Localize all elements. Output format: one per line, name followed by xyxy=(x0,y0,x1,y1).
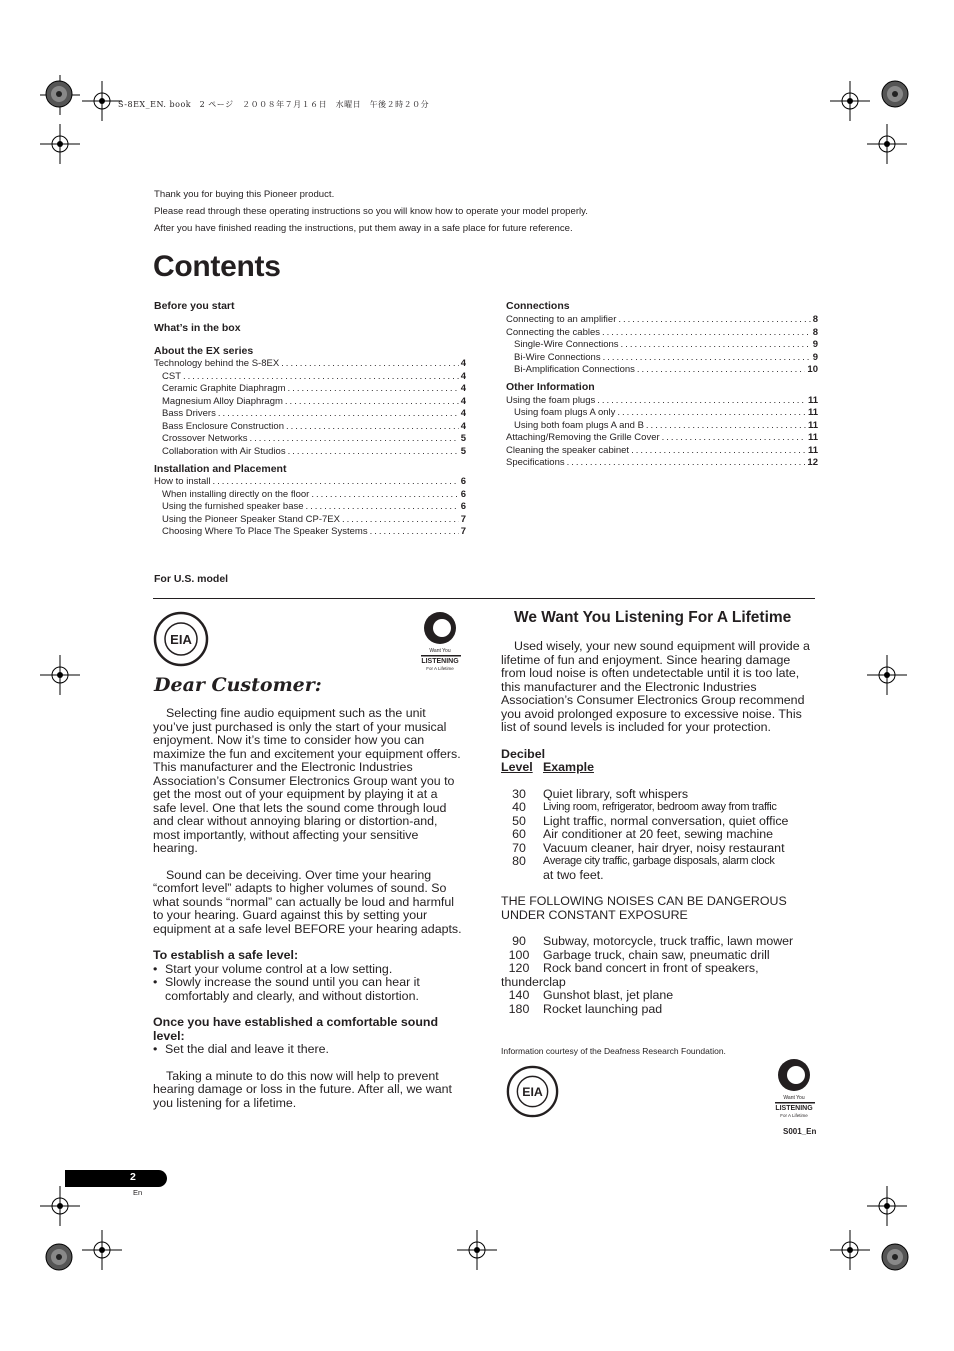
eia-logo-icon xyxy=(153,611,209,667)
right-column xyxy=(501,640,811,1016)
toc-page-number: 8 xyxy=(812,314,818,325)
toc-leader-dots xyxy=(213,476,459,487)
svg-text:LISTENING: LISTENING xyxy=(421,658,459,665)
toc-page-number: 5 xyxy=(460,433,466,444)
decibel-example: Vacuum cleaner, hair dryer, noisy restaurant xyxy=(543,840,785,855)
registration-mark-icon xyxy=(457,1230,497,1270)
toc-entry[interactable] xyxy=(506,445,818,458)
toc-heading[interactable]: Connections xyxy=(506,300,570,312)
decibel-level: 100 xyxy=(508,947,530,962)
registration-mark-icon xyxy=(830,1230,870,1270)
toc-page-number: 4 xyxy=(460,408,466,419)
toc-entry[interactable] xyxy=(154,446,466,459)
toc-entry-title: Bi-Amplification Connections xyxy=(514,364,635,375)
toc-entry[interactable] xyxy=(506,327,818,340)
toc-page-number: 4 xyxy=(460,370,466,382)
toc-entry-title: Connecting to an amplifier xyxy=(506,314,617,325)
toc-entry[interactable] xyxy=(154,358,466,371)
level-column-header: Level xyxy=(501,760,533,774)
listening-logo-icon xyxy=(418,611,463,673)
decibel-example: Air conditioner at 20 feet, sewing machine xyxy=(543,827,774,841)
toc-entry[interactable] xyxy=(154,433,466,446)
decibel-example-continued: thunderclap xyxy=(501,974,566,989)
toc-leader-dots xyxy=(250,433,459,444)
page-tab xyxy=(65,1170,167,1187)
toc-page-number: 6 xyxy=(460,476,466,487)
decibel-level: 140 xyxy=(508,988,530,1002)
registration-mark-icon xyxy=(830,81,870,121)
toc-page-number: 11 xyxy=(807,419,818,431)
decibel-example: Subway, motorcycle, truck traffic, lawn mower xyxy=(543,934,794,948)
decibel-row xyxy=(501,935,811,949)
decibel-row xyxy=(501,842,811,856)
toc-leader-dots xyxy=(286,421,459,432)
svg-text:LISTENING: LISTENING xyxy=(775,1105,813,1112)
toc-leader-dots xyxy=(218,408,459,419)
document-code: S001_En xyxy=(783,1127,817,1136)
decibel-example: Rocket launching pad xyxy=(543,1001,663,1016)
file-header: S-8EX_EN. book 2 ページ ２００８年７月１６日 水曜日 午後２時２０分 xyxy=(118,100,430,109)
decibel-level: 180 xyxy=(508,1001,530,1016)
bullet-item: • Start your volume control at a low setting. xyxy=(153,961,393,976)
toc-leader-dots xyxy=(646,420,806,431)
decibel-example: Rock band concert in front of speakers, xyxy=(543,961,759,975)
toc-page-number: 7 xyxy=(460,513,466,525)
toc-entry-title: Using the foam plugs xyxy=(506,394,596,406)
toc-page-number: 4 xyxy=(460,383,466,394)
decibel-row xyxy=(501,949,811,963)
toc-entry[interactable] xyxy=(506,352,818,365)
toc-page-number: 11 xyxy=(807,394,818,406)
decibel-row xyxy=(501,962,811,976)
toc-leader-dots xyxy=(370,526,459,537)
registration-mark-icon xyxy=(82,81,122,121)
toc-page-number: 5 xyxy=(460,445,466,457)
toc-entry-title: When installing directly on the floor xyxy=(162,488,310,500)
toc-entry-title: Using the furnished speaker base xyxy=(162,501,304,512)
toc-heading[interactable]: About the EX series xyxy=(154,345,254,357)
decibel-row xyxy=(501,828,811,842)
registration-mark-icon xyxy=(867,1186,907,1226)
toc-leader-dots xyxy=(637,364,806,375)
decibel-label: Decibel xyxy=(501,746,546,761)
toc-entry-title: CST xyxy=(162,370,181,382)
toc-entry-title: Connecting the cables xyxy=(506,326,601,338)
registration-mark-icon xyxy=(40,124,80,164)
toc-entry-title: Magnesium Alloy Diaphragm xyxy=(162,395,283,407)
decibel-example-continued: at two feet. xyxy=(543,867,604,882)
toc-leader-dots xyxy=(618,314,810,325)
comfortable-heading: Once you have established a comfortable sound level: xyxy=(153,1015,439,1043)
toc-entry-title: Using the Pioneer Speaker Stand CP-7EX xyxy=(162,513,340,525)
color-wheel-icon xyxy=(44,79,74,109)
decibel-level: 30 xyxy=(512,786,526,801)
toc-page-number: 9 xyxy=(812,339,818,350)
toc-page-number: 12 xyxy=(807,457,818,468)
example-column-header: Example xyxy=(543,760,594,774)
toc-leader-dots xyxy=(288,446,459,457)
toc-entry[interactable] xyxy=(506,364,818,377)
decibel-row xyxy=(501,1003,811,1017)
svg-text:Want You: Want You xyxy=(783,1095,805,1101)
registration-mark-icon xyxy=(867,124,907,164)
toc-entry-title: Using both foam plugs A and B xyxy=(514,419,644,431)
toc-entry-title: Using foam plugs A only xyxy=(514,407,616,418)
eia-logo-icon xyxy=(506,1065,559,1118)
decibel-row xyxy=(501,788,811,802)
toc-entry-title: Cleaning the speaker cabinet xyxy=(506,444,630,456)
left-column xyxy=(153,707,463,1110)
toc-heading[interactable]: What’s in the box xyxy=(154,322,241,334)
toc-entry[interactable] xyxy=(154,489,466,502)
toc-entry[interactable] xyxy=(506,407,818,420)
toc-entry-title: Bass Drivers xyxy=(162,408,216,419)
toc-entry[interactable] xyxy=(154,501,466,514)
toc-entry[interactable] xyxy=(154,514,466,527)
toc-heading[interactable]: Other Information xyxy=(506,380,595,393)
decibel-example: Gunshot blast, jet plane xyxy=(543,988,674,1002)
toc-entry[interactable] xyxy=(506,457,818,470)
toc-entry-title: Technology behind the S-8EX xyxy=(154,358,280,369)
decibel-example: Average city traffic, garbage disposals, alarm clock xyxy=(543,855,775,867)
toc-entry[interactable] xyxy=(154,526,466,539)
svg-text:Want You: Want You xyxy=(429,648,451,654)
toc-entry-title: Bi-Wire Connections xyxy=(514,351,601,363)
toc-entry-title: Single-Wire Connections xyxy=(514,339,619,350)
toc-leader-dots xyxy=(306,501,459,512)
toc-page-number: 11 xyxy=(807,432,818,443)
toc-entry[interactable] xyxy=(154,396,466,409)
toc-page-number: 4 xyxy=(460,358,466,369)
decibel-level: 70 xyxy=(512,840,526,855)
toc-leader-dots xyxy=(288,383,459,394)
toc-page-number: 10 xyxy=(807,364,818,375)
toc-page-number: 11 xyxy=(807,407,818,418)
toc-leader-dots xyxy=(183,371,459,382)
toc-entry[interactable] xyxy=(506,420,818,433)
toc-page-number: 6 xyxy=(460,501,466,512)
toc-heading[interactable]: Before you start xyxy=(154,300,235,312)
toc-page-number: 4 xyxy=(460,395,466,407)
paragraph: Sound can be deceiving. Over time your hearing “comfort level” adapts to higher volumes of sound. So what sounds “normal” can actually be loud and harmful to your hearing. Guard against this by setting your equipment at a safe level BEFORE your hearing adapts. xyxy=(153,867,462,936)
toc-page-number: 11 xyxy=(807,444,818,456)
toc-entry-title: Ceramic Graphite Diaphragm xyxy=(162,383,286,394)
svg-text:For A Lifetime: For A Lifetime xyxy=(780,1113,808,1118)
toc-page-number: 8 xyxy=(812,326,818,338)
decibel-level: 80 xyxy=(512,854,526,868)
decibel-level: 60 xyxy=(512,827,526,841)
bullet-item: • Set the dial and leave it there. xyxy=(153,1042,329,1056)
toc-heading[interactable]: Installation and Placement xyxy=(154,463,287,475)
intro-line: After you have finished reading the instructions, put them away in a safe place for future reference. xyxy=(154,223,573,234)
toc-page-number: 7 xyxy=(460,526,466,537)
toc-entry-title: Collaboration with Air Studios xyxy=(162,445,286,457)
paragraph: Selecting fine audio equipment such as the unit you’ve just purchased is only the start of your musical enjoyment. Now it’s time to consider how you can maximize the fun and excitement your equipment offers. This manufacturer and the Electronic Industries Association’s Consumer Electronics Group want you to get the most out of your equipment by playing it at a safe level. One that lets the sound come through loud and clear without annoying blaring or distortion-and, most importantly, without affecting your sensitive hearing. xyxy=(153,706,461,855)
toc-leader-dots xyxy=(281,358,459,369)
toc-entry[interactable] xyxy=(154,421,466,434)
decibel-example: Living room, refrigerator, bedroom away from traffic xyxy=(543,801,777,813)
dear-customer-heading: Dear Customer: xyxy=(154,674,322,696)
toc-leader-dots xyxy=(602,327,811,338)
toc-entry[interactable] xyxy=(506,395,818,408)
toc-entry[interactable] xyxy=(154,408,466,421)
toc-entry-title: Crossover Networks xyxy=(162,433,248,444)
toc-leader-dots xyxy=(631,445,806,456)
decibel-row xyxy=(501,855,811,869)
toc-entry-title: Specifications xyxy=(506,457,565,468)
toc-entry-title: How to install xyxy=(154,476,211,487)
divider xyxy=(153,598,815,599)
toc-leader-dots xyxy=(285,396,459,407)
bullet-item: • Slowly increase the sound until you can hear it comfortably and clearly, and without distortion. xyxy=(153,975,420,1003)
page-title: Contents xyxy=(153,250,281,283)
registration-mark-icon xyxy=(867,655,907,695)
listening-logo-icon xyxy=(772,1058,817,1120)
toc-left xyxy=(154,300,466,539)
intro-line: Please read through these operating instructions so you will know how to operate your model properly. xyxy=(154,206,588,217)
toc-leader-dots xyxy=(597,395,806,406)
toc-leader-dots xyxy=(311,489,458,500)
registration-mark-icon xyxy=(40,655,80,695)
toc-entry[interactable] xyxy=(506,339,818,352)
toc-entry[interactable] xyxy=(506,314,818,327)
page-number: 2 xyxy=(130,1171,136,1183)
registration-mark-icon xyxy=(40,1186,80,1226)
decibel-example: Garbage truck, chain saw, pneumatic drill xyxy=(543,947,770,962)
toc-leader-dots xyxy=(617,407,806,418)
toc-leader-dots xyxy=(621,339,811,350)
decibel-level: 90 xyxy=(512,934,526,948)
decibel-level: 40 xyxy=(512,800,526,814)
for-us-model-label: For U.S. model xyxy=(154,573,229,585)
color-wheel-icon xyxy=(880,79,910,109)
decibel-header xyxy=(501,761,811,775)
toc-entry-title: Choosing Where To Place The Speaker Systems xyxy=(162,526,368,537)
toc-entry[interactable] xyxy=(154,476,466,489)
decibel-level: 120 xyxy=(508,961,530,975)
danger-heading: THE FOLLOWING NOISES CAN BE DANGEROUS UNDER CONSTANT EXPOSURE xyxy=(501,894,787,922)
courtesy-note: Information courtesy of the Deafness Research Foundation. xyxy=(501,1046,726,1056)
safe-level-heading: To establish a safe level: xyxy=(153,948,299,962)
decibel-row xyxy=(501,815,811,829)
toc-leader-dots xyxy=(662,432,806,443)
paragraph: Taking a minute to do this now will help to prevent hearing damage or loss in the future. After all, we want you listening for a lifetime. xyxy=(153,1068,452,1110)
toc-page-number: 4 xyxy=(460,420,466,432)
decibel-level: 50 xyxy=(512,813,526,828)
toc-entry[interactable] xyxy=(154,383,466,396)
color-wheel-icon xyxy=(44,1242,74,1272)
page-language: En xyxy=(133,1188,143,1197)
toc-page-number: 9 xyxy=(812,351,818,363)
paragraph: Used wisely, your new sound equipment will provide a lifetime of fun and enjoyment. Since hearing damage from loud noise is often undetectable until it is too late, this manufacturer and the Electronic Industries Association’s Consumer Electronics Group recommend you avoid prolonged exposure to excessive noise. This list of sound levels is included for your protection. xyxy=(501,639,810,734)
decibel-example: Quiet library, soft whispers xyxy=(543,786,689,801)
right-heading: We Want You Listening For A Lifetime xyxy=(514,609,792,626)
svg-text:EIA: EIA xyxy=(170,632,192,647)
color-wheel-icon xyxy=(880,1242,910,1272)
toc-leader-dots xyxy=(342,514,459,525)
decibel-row xyxy=(501,989,811,1003)
toc-entry-title: Bass Enclosure Construction xyxy=(162,420,284,432)
toc-entry[interactable] xyxy=(154,371,466,384)
toc-page-number: 6 xyxy=(460,488,466,500)
toc-leader-dots xyxy=(603,352,811,363)
intro xyxy=(154,186,854,237)
toc-entry[interactable] xyxy=(506,432,818,445)
decibel-example: Light traffic, normal conversation, quiet office xyxy=(543,813,789,828)
decibel-row xyxy=(501,801,811,815)
intro-line: Thank you for buying this Pioneer product. xyxy=(154,189,335,200)
toc-right xyxy=(506,300,818,470)
svg-text:For A Lifetime: For A Lifetime xyxy=(426,666,454,671)
svg-text:EIA: EIA xyxy=(522,1085,543,1100)
toc-entry-title: Attaching/Removing the Grille Cover xyxy=(506,432,660,443)
toc-leader-dots xyxy=(567,457,806,468)
registration-mark-icon xyxy=(82,1230,122,1270)
